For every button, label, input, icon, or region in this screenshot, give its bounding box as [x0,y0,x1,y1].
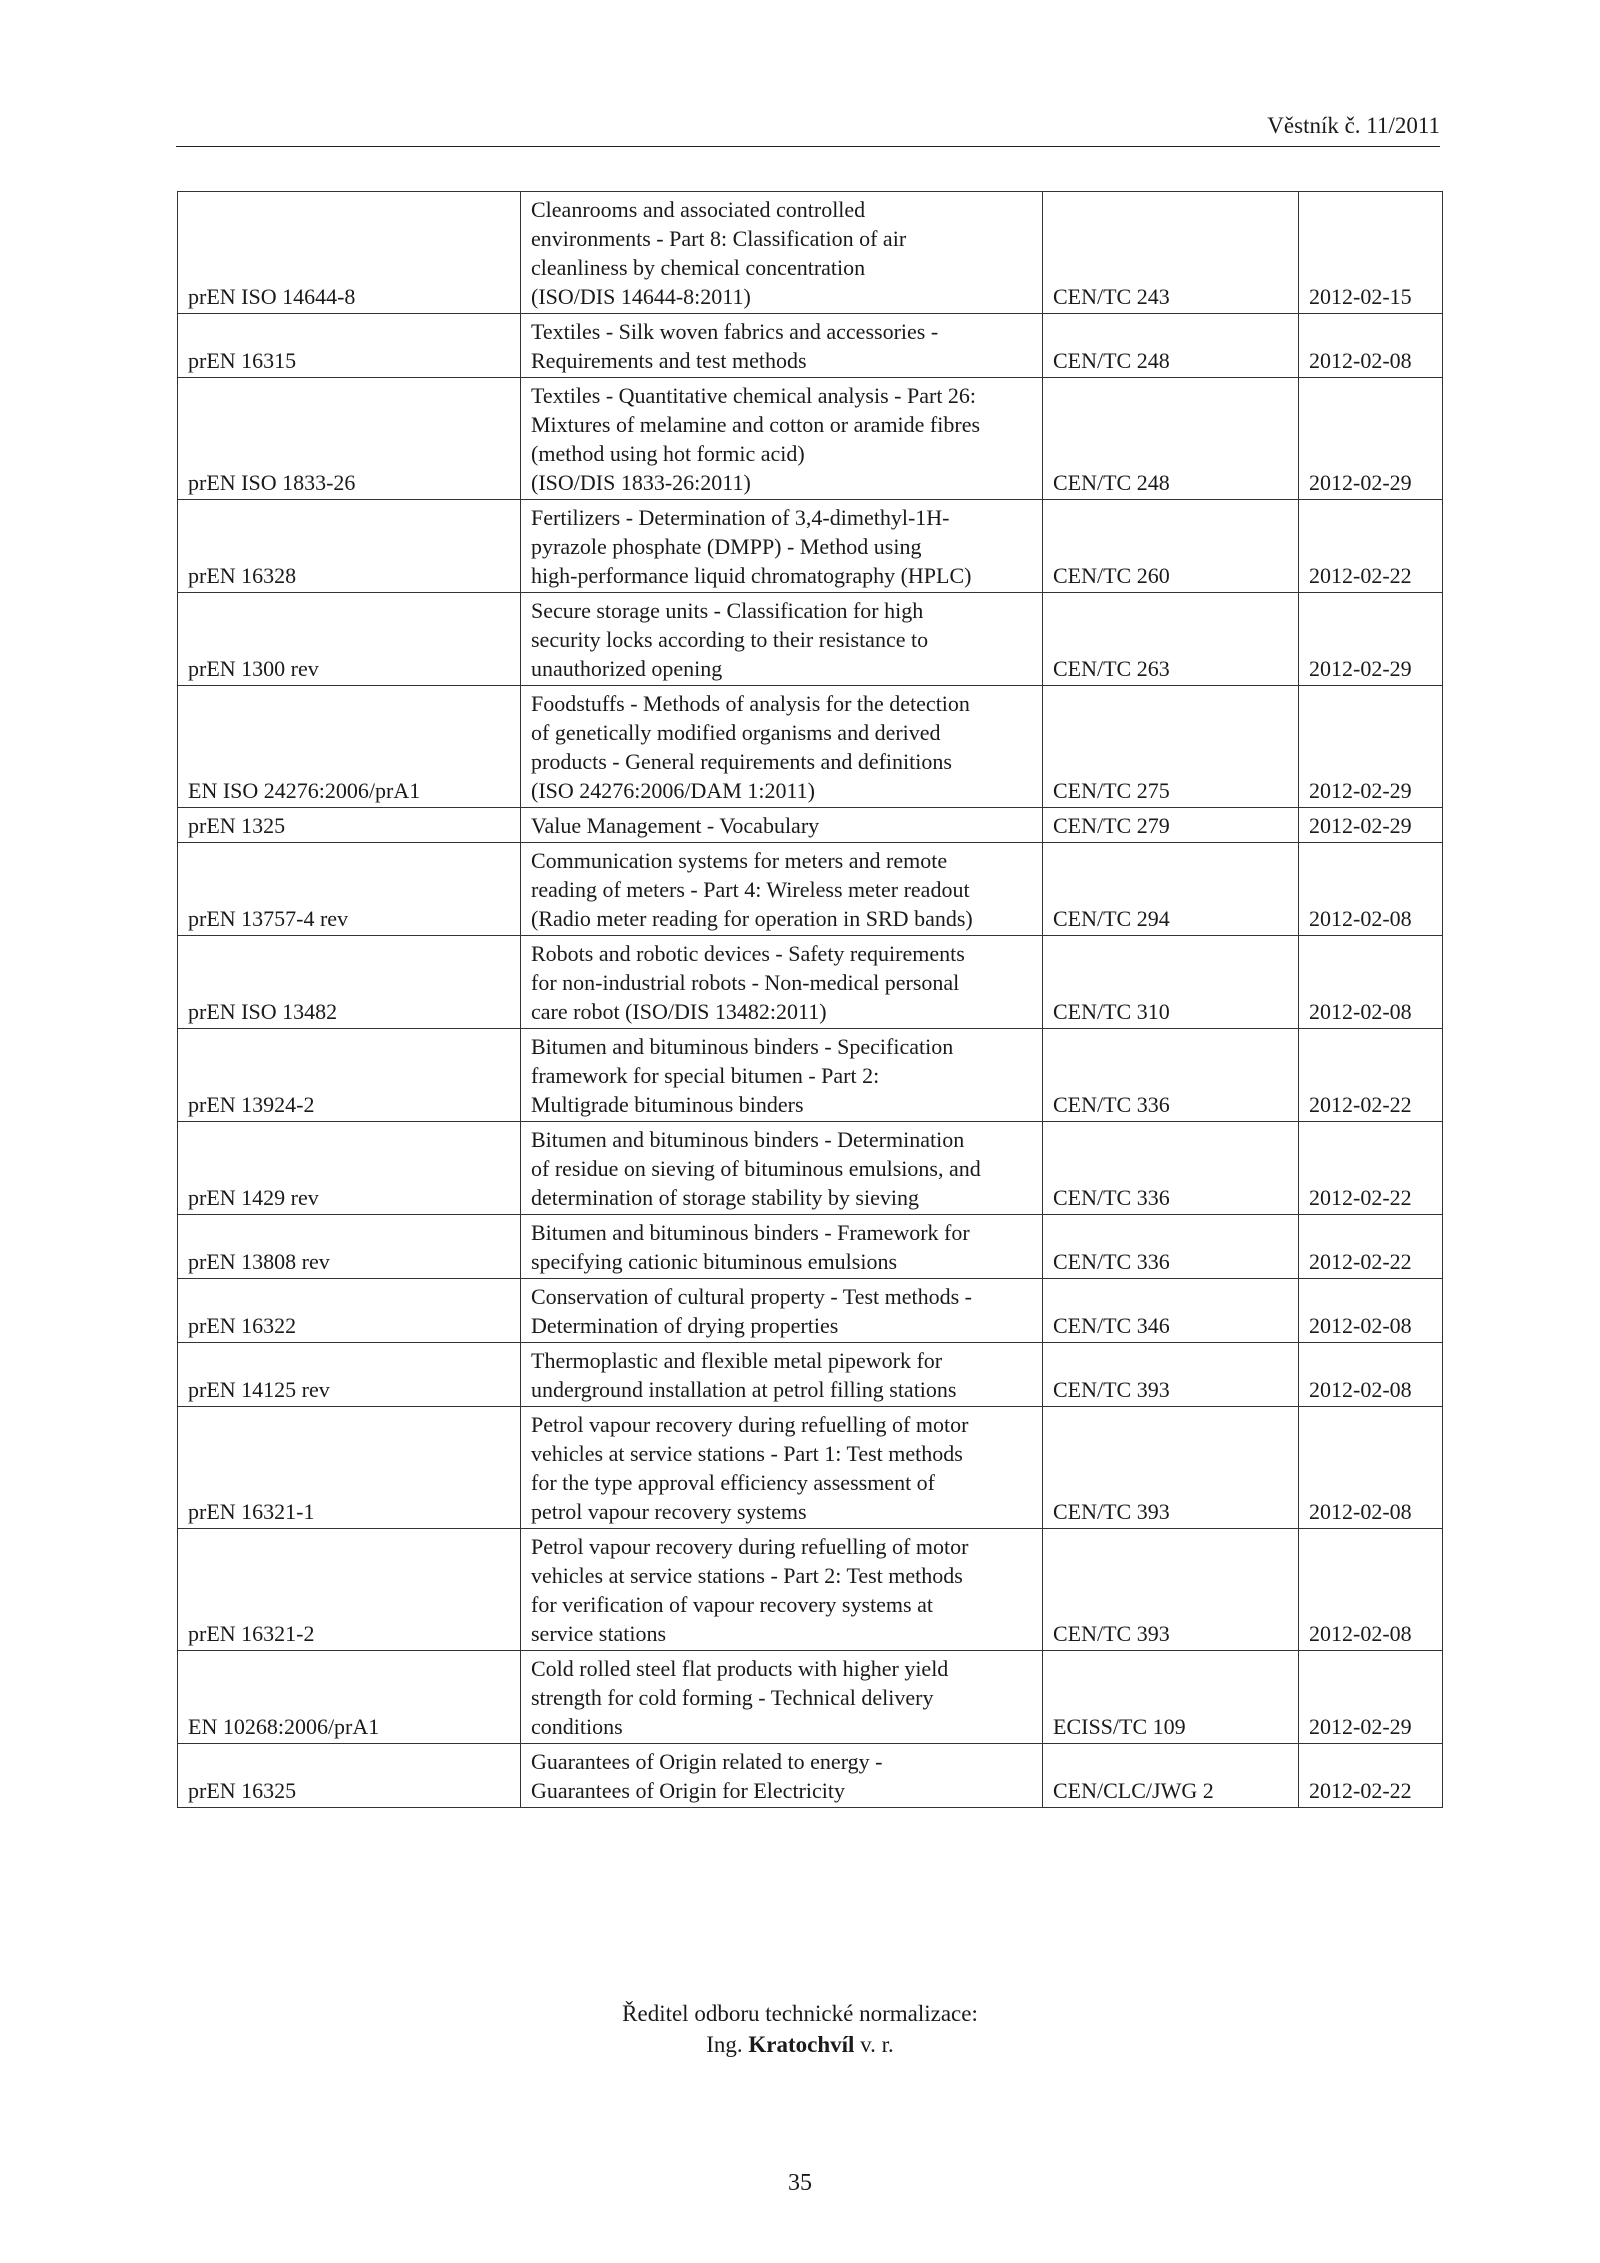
standard-code-cell: prEN 1429 rev [178,1122,521,1215]
standard-code-cell: prEN ISO 14644-8 [178,192,521,314]
deadline-date-cell: 2012-02-08 [1299,936,1443,1029]
standard-title-cell: Textiles - Quantitative chemical analysis - Part 26: Mixtures of melamine and cotton or aramide fibres (method using hot formic acid) (ISO/DIS 1833-26:2011) [521,378,1043,500]
deadline-date-cell: 2012-02-08 [1299,314,1443,378]
committee-cell: CEN/TC 336 [1043,1122,1299,1215]
table-row [178,500,1443,593]
committee-cell: CEN/TC 393 [1043,1407,1299,1529]
committee-cell: CEN/TC 294 [1043,843,1299,936]
standard-title-cell: Secure storage units - Classification for high security locks according to their resistance to unauthorized opening [521,593,1043,686]
table-row [178,1122,1443,1215]
deadline-date-cell: 2012-02-29 [1299,378,1443,500]
standard-code-cell: prEN ISO 1833-26 [178,378,521,500]
deadline-date-cell: 2012-02-08 [1299,1343,1443,1407]
committee-cell: CEN/TC 393 [1043,1529,1299,1651]
table-row [178,843,1443,936]
standard-code-cell: prEN ISO 13482 [178,936,521,1029]
standard-title-cell: Cleanrooms and associated controlled environments - Part 8: Classification of air cleanliness by chemical concentration (ISO/DIS 14644-8:2011) [521,192,1043,314]
standard-code-cell: prEN 16322 [178,1279,521,1343]
committee-cell: CEN/CLC/JWG 2 [1043,1744,1299,1808]
standard-title-cell: Guarantees of Origin related to energy - Guarantees of Origin for Electricity [521,1744,1043,1808]
deadline-date-cell: 2012-02-22 [1299,1122,1443,1215]
standard-title-cell: Bitumen and bituminous binders - Specification framework for special bitumen - Part 2: Multigrade bituminous binders [521,1029,1043,1122]
standard-title-cell: Textiles - Silk woven fabrics and accessories - Requirements and test methods [521,314,1043,378]
table-row [178,593,1443,686]
deadline-date-cell: 2012-02-29 [1299,1651,1443,1744]
table-row [178,1529,1443,1651]
deadline-date-cell: 2012-02-29 [1299,593,1443,686]
table-row [178,1744,1443,1808]
committee-cell: CEN/TC 336 [1043,1215,1299,1279]
standard-code-cell: EN 10268:2006/prA1 [178,1651,521,1744]
committee-cell: CEN/TC 243 [1043,192,1299,314]
signature-role: Ředitel odboru technické normalizace: [622,2001,978,2026]
committee-cell: CEN/TC 248 [1043,378,1299,500]
committee-cell: CEN/TC 275 [1043,686,1299,808]
signature-name: Kratochvíl [748,2032,855,2057]
standard-title-cell: Petrol vapour recovery during refuelling of motor vehicles at service stations - Part 2: Test methods for verification of vapour recovery systems at service stations [521,1529,1043,1651]
standard-code-cell: prEN 16328 [178,500,521,593]
committee-cell: CEN/TC 393 [1043,1343,1299,1407]
standards-table-body [178,192,1443,1808]
standard-code-cell: prEN 14125 rev [178,1343,521,1407]
standard-title-cell: Bitumen and bituminous binders - Framework for specifying cationic bituminous emulsions [521,1215,1043,1279]
standard-title-cell: Fertilizers - Determination of 3,4-dimethyl-1H- pyrazole phosphate (DMPP) - Method using high-performance liquid chromatography (HPLC) [521,500,1043,593]
standard-code-cell: prEN 16325 [178,1744,521,1808]
table-row [178,1343,1443,1407]
standard-title-cell: Conservation of cultural property - Test methods - Determination of drying properties [521,1279,1043,1343]
committee-cell: CEN/TC 346 [1043,1279,1299,1343]
table-row [178,808,1443,843]
standard-title-cell: Communication systems for meters and remote reading of meters - Part 4: Wireless meter readout (Radio meter reading for operation in SRD bands) [521,843,1043,936]
standard-title-cell: Cold rolled steel flat products with higher yield strength for cold forming - Technical delivery conditions [521,1651,1043,1744]
table-row [178,378,1443,500]
committee-cell: CEN/TC 336 [1043,1029,1299,1122]
table-row [178,1407,1443,1529]
committee-cell: CEN/TC 248 [1043,314,1299,378]
deadline-date-cell: 2012-02-22 [1299,1029,1443,1122]
standard-code-cell: prEN 16315 [178,314,521,378]
signature-prefix: Ing. [706,2032,743,2057]
deadline-date-cell: 2012-02-29 [1299,686,1443,808]
table-row [178,936,1443,1029]
page-number: 35 [788,2170,812,2196]
deadline-date-cell: 2012-02-08 [1299,1279,1443,1343]
standard-code-cell: prEN 1325 [178,808,521,843]
signature-block [0,1998,1600,2060]
committee-cell: ECISS/TC 109 [1043,1651,1299,1744]
standard-code-cell: prEN 13808 rev [178,1215,521,1279]
deadline-date-cell: 2012-02-22 [1299,500,1443,593]
committee-cell: CEN/TC 279 [1043,808,1299,843]
table-row [178,314,1443,378]
deadline-date-cell: 2012-02-22 [1299,1744,1443,1808]
standard-title-cell: Thermoplastic and flexible metal pipework for underground installation at petrol filling stations [521,1343,1043,1407]
signature-line [0,2029,1600,2060]
issue-label: Věstník č. 11/2011 [1267,113,1440,138]
deadline-date-cell: 2012-02-08 [1299,1407,1443,1529]
standard-code-cell: EN ISO 24276:2006/prA1 [178,686,521,808]
standard-title-cell: Foodstuffs - Methods of analysis for the detection of genetically modified organisms and derived products - General requirements and definitions (ISO 24276:2006/DAM 1:2011) [521,686,1043,808]
standards-table [177,191,1443,1808]
table-row [178,1651,1443,1744]
table-row [178,686,1443,808]
committee-cell: CEN/TC 310 [1043,936,1299,1029]
standard-code-cell: prEN 13924-2 [178,1029,521,1122]
deadline-date-cell: 2012-02-15 [1299,192,1443,314]
standard-title-cell: Value Management - Vocabulary [521,808,1043,843]
deadline-date-cell: 2012-02-22 [1299,1215,1443,1279]
standard-code-cell: prEN 16321-2 [178,1529,521,1651]
deadline-date-cell: 2012-02-08 [1299,843,1443,936]
table-row [178,1279,1443,1343]
standard-code-cell: prEN 1300 rev [178,593,521,686]
standard-code-cell: prEN 13757-4 rev [178,843,521,936]
table-row [178,1215,1443,1279]
signature-suffix: v. r. [860,2032,894,2057]
table-row [178,192,1443,314]
committee-cell: CEN/TC 263 [1043,593,1299,686]
standard-title-cell: Petrol vapour recovery during refuelling of motor vehicles at service stations - Part 1: Test methods for the type approval efficiency assessment of petrol vapour recovery systems [521,1407,1043,1529]
page-header [176,108,1440,147]
standard-title-cell: Bitumen and bituminous binders - Determination of residue on sieving of bituminous emulsions, and determination of storage stability by sieving [521,1122,1043,1215]
deadline-date-cell: 2012-02-08 [1299,1529,1443,1651]
table-row [178,1029,1443,1122]
deadline-date-cell: 2012-02-29 [1299,808,1443,843]
committee-cell: CEN/TC 260 [1043,500,1299,593]
standard-code-cell: prEN 16321-1 [178,1407,521,1529]
standard-title-cell: Robots and robotic devices - Safety requirements for non-industrial robots - Non-medical personal care robot (ISO/DIS 13482:2011) [521,936,1043,1029]
